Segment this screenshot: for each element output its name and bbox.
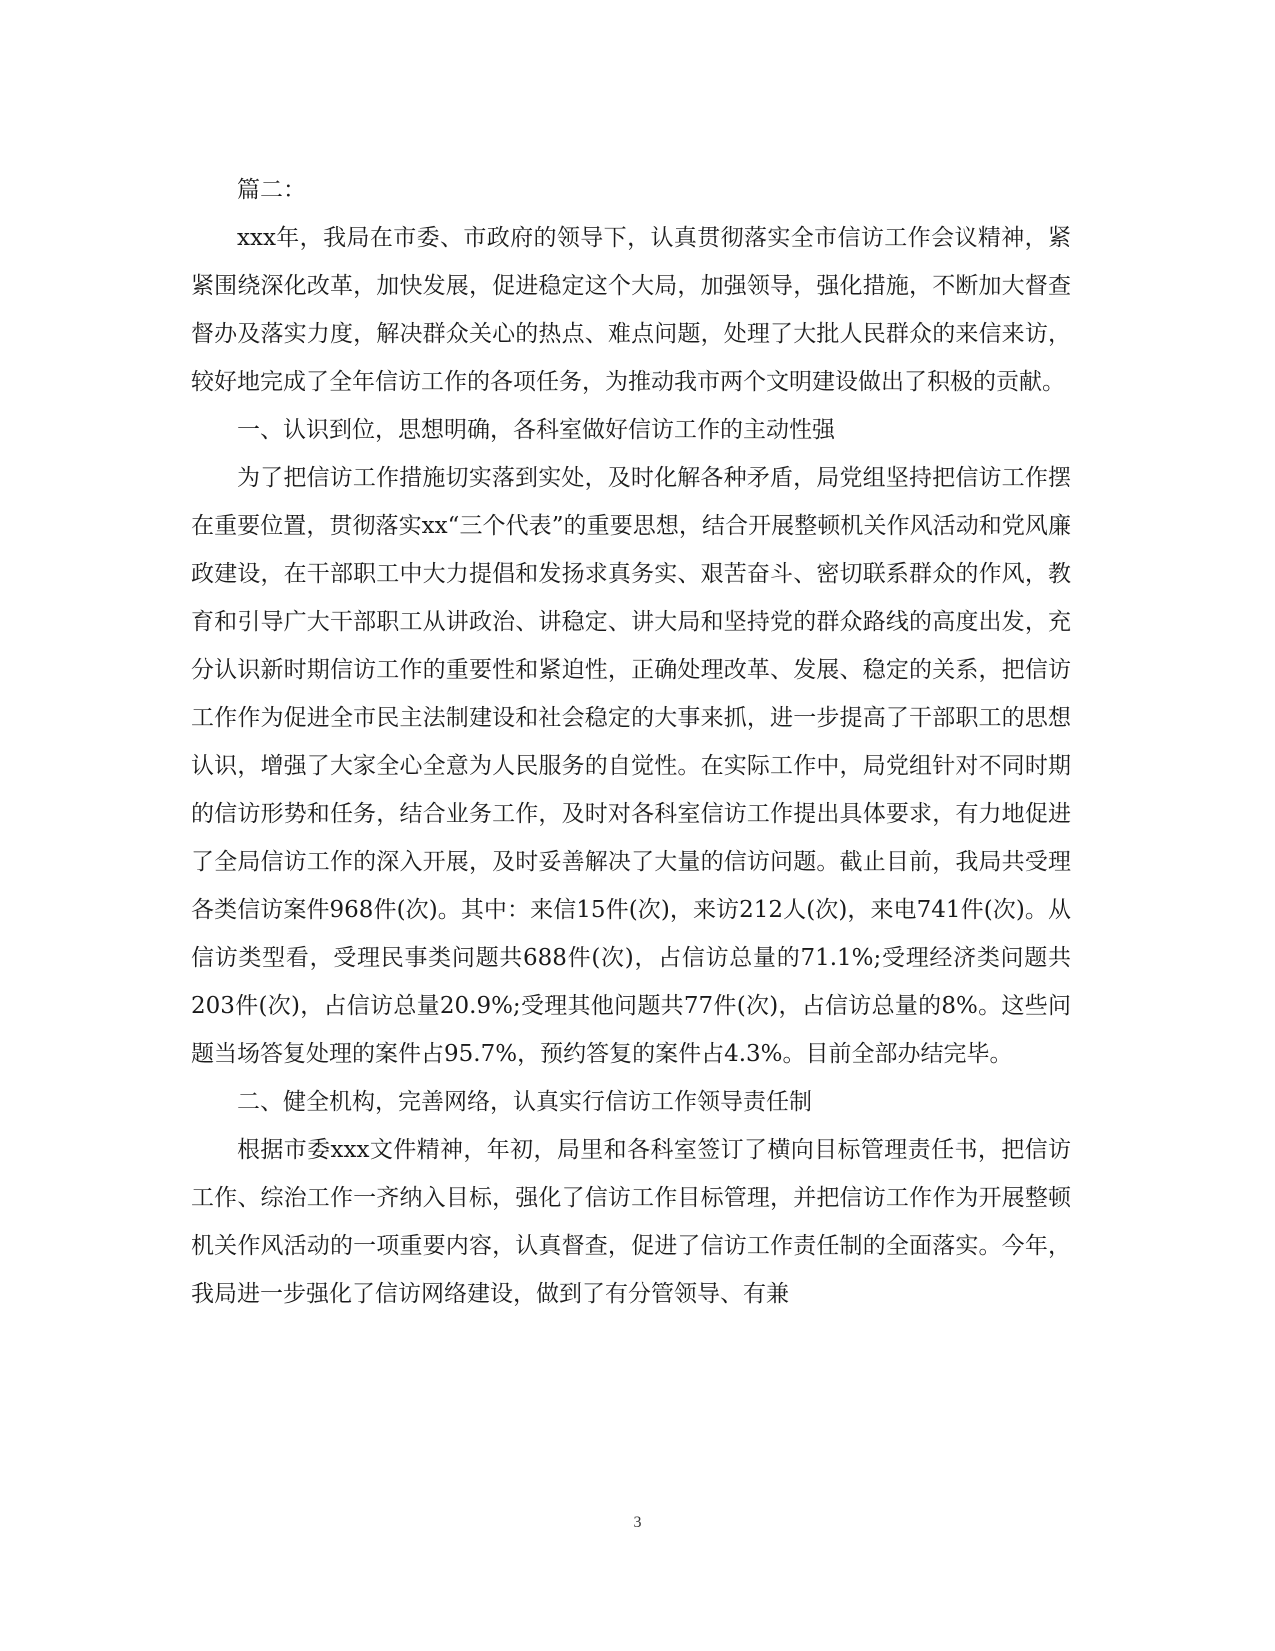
page-number: 3 <box>633 1514 642 1531</box>
subheading-one: 一、认识到位，思想明确，各科室做好信访工作的主动性强 <box>237 417 835 443</box>
paragraph-intro: xxx年，我局在市委、市政府的领导下，认真贯彻落实全市信访工作会议精神，紧紧围绕深化改革，加快发展，促进稳定这个大局，加强领导，强化措施，不断加大督查督办及落实力度，解决群众关心的热点、难点问题，处理了大批人民群众的来信来访，较好地完成了全年信访工作的各项任务，为推动我市两个文明建设做出了积极的贡献。 <box>191 225 1071 395</box>
section-heading: 篇二： <box>237 177 306 203</box>
subheading-two: 二、健全机构，完善网络，认真实行信访工作领导责任制 <box>237 1089 812 1115</box>
document-body <box>191 166 1071 1318</box>
paragraph-one: 为了把信访工作措施切实落到实处，及时化解各种矛盾，局党组坚持把信访工作摆在重要位置，贯彻落实xx“三个代表”的重要思想，结合开展整顿机关作风活动和党风廉政建设，在干部职工中大力提倡和发扬求真务实、艰苦奋斗、密切联系群众的作风，教育和引导广大干部职工从讲政治、讲稳定、讲大局和坚持党的群众路线的高度出发，充分认识新时期信访工作的重要性和紧迫性，正确处理改革、发展、稳定的关系，把信访工作作为促进全市民主法制建设和社会稳定的大事来抓，进一步提高了干部职工的思想认识，增强了大家全心全意为人民服务的自觉性。在实际工作中，局党组针对不同时期的信访形势和任务，结合业务工作，及时对各科室信访工作提出具体要求，有力地促进了全局信访工作的深入开展，及时妥善解决了大量的信访问题。截止目前，我局共受理各类信访案件968件(次)。其中：来信15件(次)，来访212人(次)，来电741件(次)。从信访类型看，受理民事类问题共688件(次)，占信访总量的71.1%;受理经济类问题共203件(次)，占信访总量20.9%;受理其他问题共77件(次)，占信访总量的8%。这些问题当场答复处理的案件占95.7%，预约答复的案件占4.3%。目前全部办结完毕。 <box>191 465 1071 1067</box>
paragraph-two: 根据市委xxx文件精神，年初，局里和各科室签订了横向目标管理责任书，把信访工作、综治工作一齐纳入目标，强化了信访工作目标管理，并把信访工作作为开展整顿机关作风活动的一项重要内容，认真督查，促进了信访工作责任制的全面落实。今年，我局进一步强化了信访网络建设，做到了有分管领导、有兼 <box>191 1137 1071 1307</box>
